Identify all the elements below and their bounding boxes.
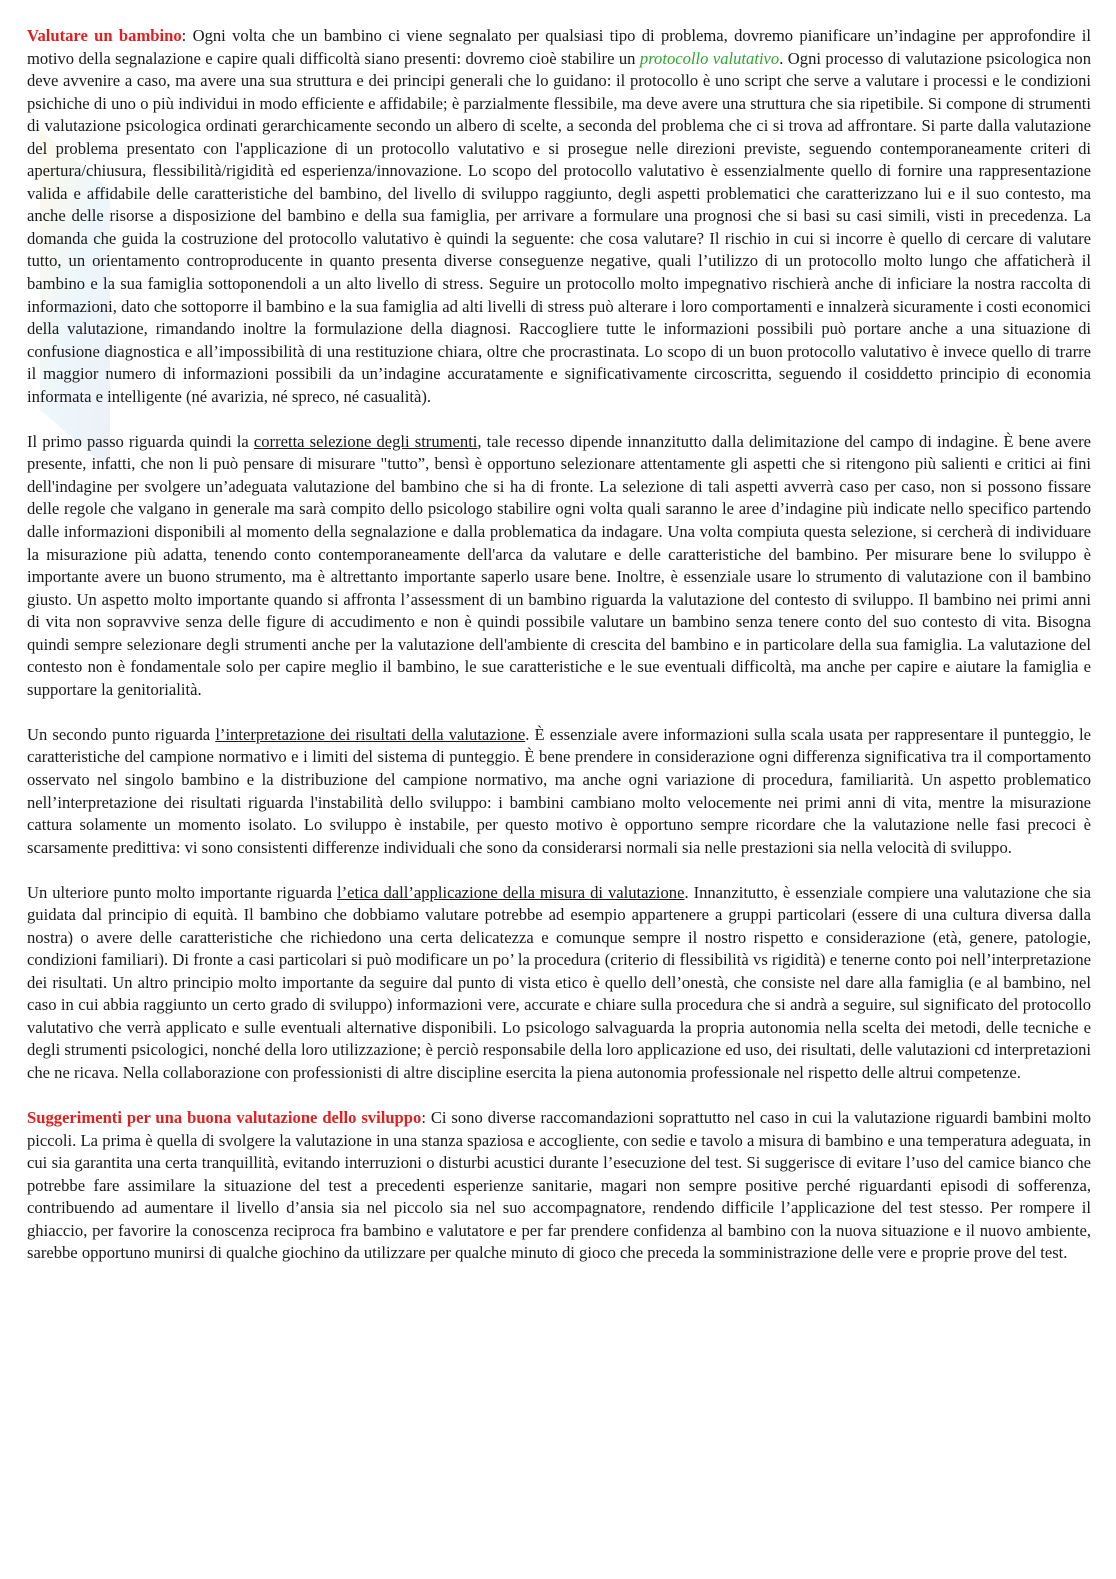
paragraph-text: Un secondo punto riguarda (27, 724, 216, 744)
underlined-term: l’interpretazione dei risultati della valutazione (215, 724, 526, 744)
paragraph-text: : Ci sono diverse raccomandazioni soprattutto nel caso in cui la valutazione riguardi bambini molto piccoli. La prima è quella di svolgere la valutazione in una stanza spaziosa e accogliente, con sedie e tavolo a misura di bambino e una temperatura adeguata, in cui sia garantita una certa tranquillità, evitando interruzioni o disturbi acustici durante l’esecuzione del test. Si suggerisce di evitare l’uso del camice bianco che potrebbe fare assimilare la situazione del test a precedenti esperienze sanitarie, magari non sempre positive perché riguardanti episodi di sofferenza, contribuendo ad aumentare il livello d’ansia sia nel piccolo sia nel suo accompagnatore, rendendo difficile l’applicazione del test stesso. Per rompere il ghiaccio, per favorire la conoscenza reciproca fra bambino e valutatore e per far prendere confidenza al bambino con la nuova situazione e il nuovo ambiente, sarebbe opportuno munirsi di qualche giochino da utilizzare per qualche minuto di gioco che preceda la somministrazione delle vere e proprie prove del test. (27, 1108, 1091, 1263)
underlined-term: l’etica dall’applicazione della misura di valutazione (337, 882, 685, 902)
paragraph-text: Il primo passo riguarda quindi la (27, 431, 254, 451)
document-page (27, 25, 1091, 1287)
section-heading: Suggerimenti per una buona valutazione dello sviluppo (27, 1108, 422, 1128)
paragraph-selezione-strumenti (27, 431, 1091, 702)
paragraph-suggerimenti (27, 1107, 1091, 1265)
underlined-term: corretta selezione degli strumenti (253, 431, 478, 451)
paragraph-valutare-un-bambino (27, 25, 1091, 408)
paragraph-text: Un ulteriore punto molto importante riguarda (27, 882, 338, 902)
paragraph-text: . Innanzitutto, è essenziale compiere una valutazione che sia guidata dal principio di equità. Il bambino che dobbiamo valutare potrebbe ad esempio appartenere a gruppi particolari (essere di una cultura diversa dalla nostra) o avere delle caratteristiche che richiedono una certa delicatezza e comunque sempre il nostro rispetto e considerazione (età, genere, patologie, condizioni familiari). Di fronte a casi particolari si può modificare un po’ la procedura (criterio di flessibilità vs rigidità) e tenerne conto poi nell’interpretazione dei risultati. Un altro principio molto importante da seguire dal punto di vista etico è quello dell’onestà, che consiste nel dare alla famiglia (e al bambino, nel caso in cui abbia raggiunto un certo grado di sviluppo) informazioni vere, accurate e chiare sulla procedura che si andrà a seguire, sul significato del protocollo valutativo che verrà applicato e sulle eventuali alternative disponibili. Lo psicologo salvaguarda la propria autonomia nella scelta dei metodi, delle tecniche e degli strumenti psicologici, nonché della loro utilizzazione; è perciò responsabile della loro applicazione ed uso, dei risultati, delle valutazioni cd interpretazioni che ne ricava. Nella collaborazione con professionisti di altre discipline esercita la piena autonomia professionale nel rispetto delle altrui competenze. (27, 882, 1091, 1083)
paragraph-text: : Ogni volta che un bambino ci viene segnalato per qualsiasi tipo di problema, dovremo pianificare un’indagine per approfondire il motivo della segnalazione e capire quali difficoltà siano presenti: dovremo cioè stabilire un (27, 26, 1091, 68)
paragraph-text: . È essenziale avere informazioni sulla scala usata per rappresentare il punteggio, le caratteristiche del campione normativo e i limiti del sistema di punteggio. È bene prendere in considerazione ogni differenza significativa tra il comportamento osservato nel singolo bambino e la distribuzione del campione normativo, ma anche ogni variazione di procedura, familiarità. Un aspetto problematico nell’interpretazione dei risultati riguarda l'instabilità dello sviluppo: i bambini cambiano molto velocemente nei primi anni di vita, mentre la misurazione cattura solamente un momento isolato. Lo sviluppo è instabile, per questo motivo è opportuno sempre ricordare che la valutazione nelle fasi precoci è scarsamente predittiva: vi sono consistenti differenze individuali che sono da considerarsi normali sia nelle prestazioni sia nella velocità di sviluppo. (27, 724, 1091, 857)
paragraph-text: , tale recesso dipende innanzitutto dalla delimitazione del campo di indagine. È bene avere presente, infatti, che non li può pensare di misurare "tutto”, bensì è opportuno selezionare attentamente gli aspetti che si ritengono più salienti e critici ai fini dell'indagine per svolgere un’adeguata valutazione del bambino che si ha di fronte. La selezione di tali aspetti avverrà caso per caso, non si possono fissare delle regole che valgano in generale ma sarà compito dello psicologo stabilire ogni volta quali saranno le aree d’indagine più indicate nello specifico partendo dalle informazioni disponibili al momento della segnalazione e dalla problematica da indagare. Una volta compiuta questa selezione, si cercherà di individuare la misurazione più adatta, tenendo conto contemporaneamente dell'arca da valutare e delle caratteristiche del bambino. Per misurare bene lo sviluppo è importante avere un buono strumento, ma è altrettanto importante saperlo usare bene. Inoltre, è essenziale usare lo strumento di valutazione con il bambino giusto. Un aspetto molto importante quando si affronta l’assessment di un bambino riguarda la valutazione del contesto di sviluppo. Il bambino nei primi anni di vita non sopravvive senza delle figure di accudimento e non è quindi possibile valutare un bambino senza tenere conto del suo contesto di vita. Bisogna quindi sempre selezionare degli strumenti anche per la valutazione dell'ambiente di crescita del bambino e in particolare della sua famiglia. La valutazione del contesto non è fondamentale solo per capire meglio il bambino, le sue caratteristiche e le sue eventuali difficoltà, ma anche per capire e aiutare la famiglia e supportare la genitorialità. (27, 431, 1091, 699)
paragraph-etica (27, 882, 1091, 1085)
section-heading: Valutare un bambino (27, 26, 182, 45)
paragraph-interpretazione-risultati (27, 724, 1091, 859)
highlighted-term: protocollo valutativo (639, 48, 780, 68)
paragraph-text: . Ogni processo di valutazione psicologica non deve avvenire a caso, ma avere una sua struttura e dei principi generali che lo guidano: il protocollo è uno script che serve a valutare i processi e le condizioni psichiche di uno o più individui in modo efficiente e affidabile; è parzialmente flessibile, ma deve avere una struttura che sia ripetibile. Si compone di strumenti di valutazione psicologica ordinati gerarchicamente secondo un albero di scelte, a seconda del problema che ci si trova ad affrontare. Si parte dalla valutazione del problema presentato con l'applicazione di un protocollo valutativo e si prosegue nelle direzioni previste, seguendo contemporaneamente criteri di apertura/chiusura, flessibilità/rigidità ed esperienza/innovazione. Lo scopo del protocollo valutativo è essenzialmente quello di fornire una rappresentazione valida e affidabile delle caratteristiche del bambino, del livello di sviluppo raggiunto, degli aspetti problematici che caratterizzano lui e il suo contesto, ma anche delle risorse a disposizione del bambino e della sua famiglia, per arrivare a formulare una prognosi che si basi su casi simili, visti in precedenza. La domanda che guida la costruzione del protocollo valutativo è quindi la seguente: che cosa valutare? Il rischio in cui si incorre è quello di cercare di valutare tutto, un orientamento controproducente in quanto presenta diverse conseguenze negative, quali l’utilizzo di un protocollo molto lungo che affaticherà il bambino e la sua famiglia sottoponendoli a un alto livello di stress. Seguire un protocollo molto impegnativo rischierà anche di inficiare la nostra raccolta di informazioni, dato che sottoporre il bambino e la sua famiglia ad alti livelli di stress può alterare i loro comportamenti e innalzerà sicuramente i costi economici della valutazione, rimandando inoltre la formulazione della diagnosi. Raccogliere tutte le informazioni possibili può portare anche a una situazione di confusione diagnostica e all’impossibilità di una restituzione chiara, oltre che procrastinata. Lo scopo di un buon protocollo valutativo è invece quello di trarre il maggior numero di informazioni possibili da un’indagine accuratamente e significativamente circoscritta, seguendo il cosiddetto principio di economia informata e intelligente (né avarizia, né spreco, né casualità). (27, 48, 1092, 406)
